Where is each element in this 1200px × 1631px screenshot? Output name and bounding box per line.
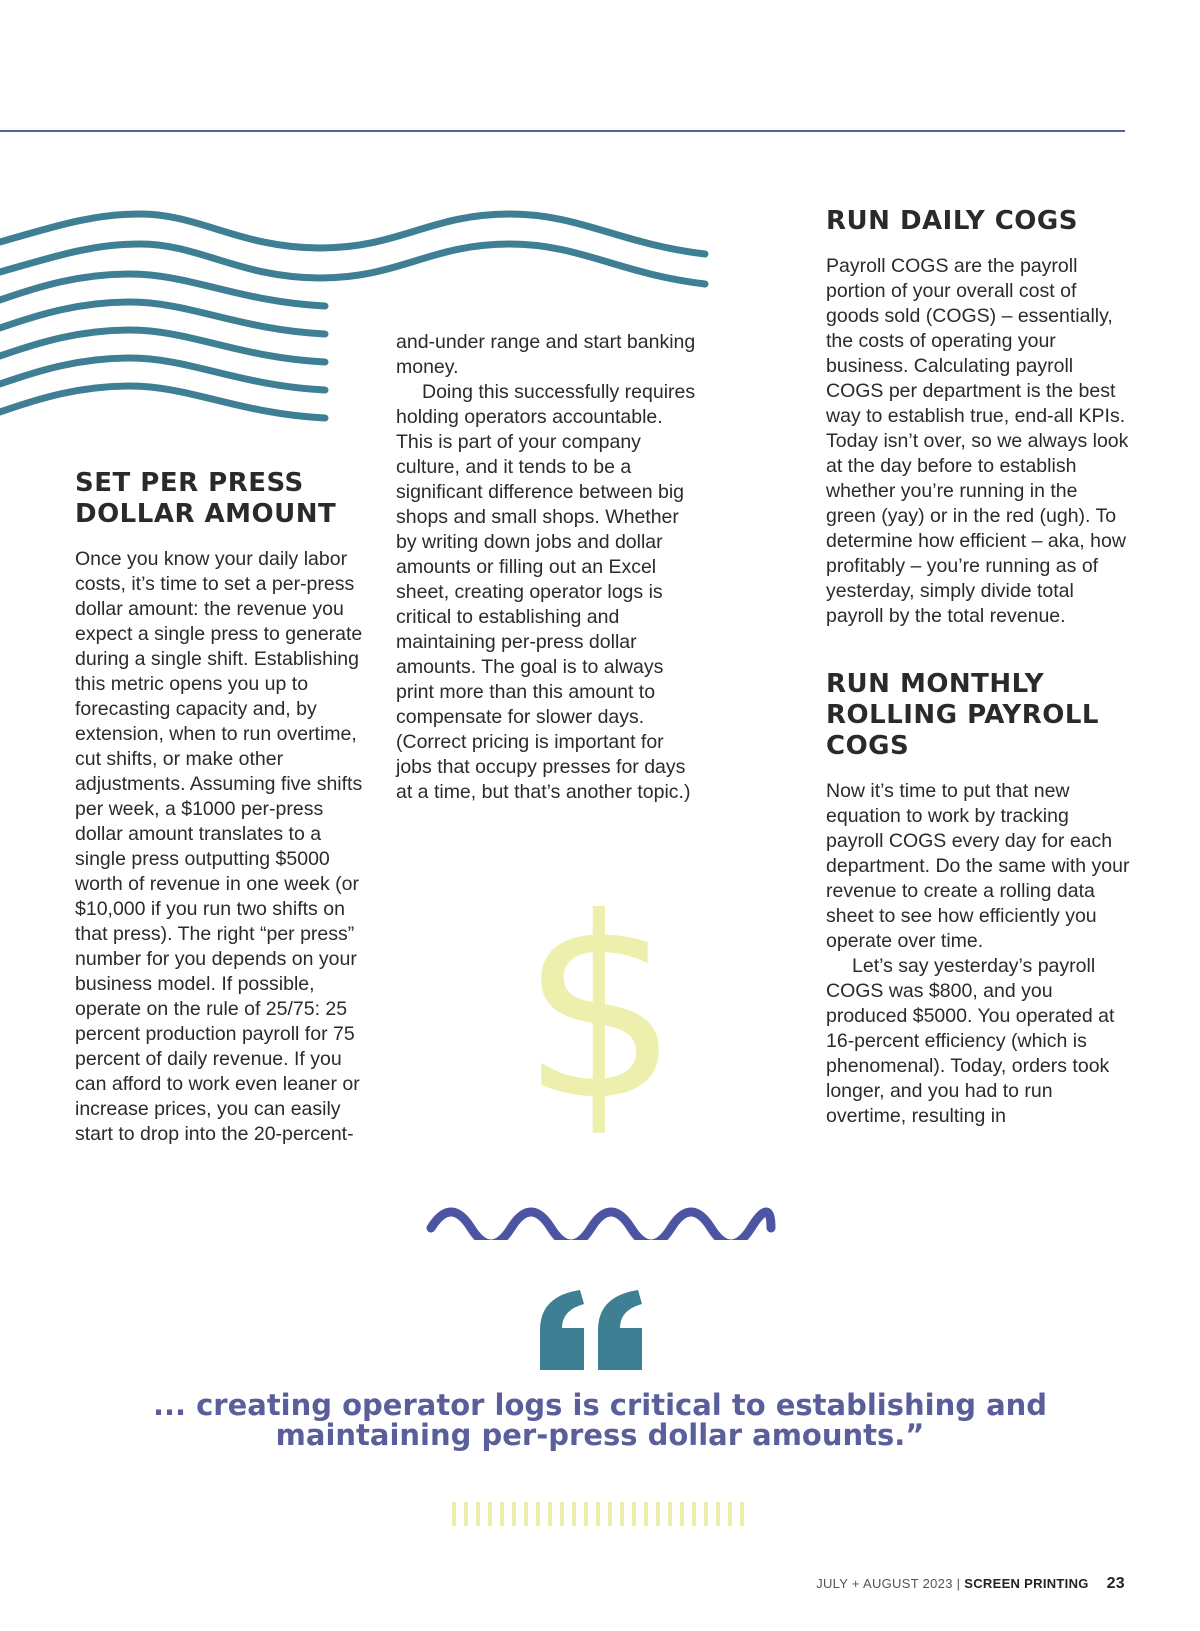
column-3 (826, 206, 1131, 1129)
tick-mark (716, 1502, 720, 1526)
tick-mark (620, 1502, 624, 1526)
paragraph: Doing this successfully requires holding operators accountable. This is part of your company culture, and it tends to be a significant difference between big shops and small shops. Whether by writing down jobs and dollar amounts or filling out an Excel sheet, creating operator logs is critical to establishing and maintaining per-press dollar amounts. The goal is to always print more than this amount to compensate for slower days. (Correct pricing is important for jobs that occupy presses for days at a time, but that’s another topic.) (396, 381, 696, 803)
magazine-name: SCREEN PRINTING (964, 1576, 1089, 1591)
tick-mark (704, 1502, 708, 1526)
quote-mark-icon (540, 1290, 650, 1370)
tick-mark (548, 1502, 552, 1526)
tick-mark (512, 1502, 516, 1526)
section-heading-daily-cogs: RUN DAILY COGS (826, 206, 1078, 236)
paragraph: Payroll COGS are the payroll portion of your overall cost of goods sold (COGS) – essentially, the costs of operating your business. Calculating payroll COGS per department is the best way to establish true, end-all KPIs. Today isn’t over, so we always look at the day before to establish whether you’re running in the green (yay) or in the red (ugh). To determine how efficient – aka, how profitably – you’re running as of yesterday, simply divide total payroll by the total revenue. (826, 255, 1129, 627)
column-2 (396, 330, 696, 805)
section-heading-per-press: SET PER PRESS DOLLAR AMOUNT (75, 468, 337, 529)
tick-mark (692, 1502, 696, 1526)
tick-mark (488, 1502, 492, 1526)
top-rule (0, 130, 1125, 132)
tick-mark (644, 1502, 648, 1526)
tick-mark (656, 1502, 660, 1526)
tick-mark (476, 1502, 480, 1526)
paragraph: Let’s say yesterday’s payroll COGS was $800, and you produced $5000. You operated at 16-percent efficiency (which is phenomenal). Today, orders took longer, and you had to run overtime, resulting in (826, 955, 1115, 1127)
tick-mark (572, 1502, 576, 1526)
tick-mark (608, 1502, 612, 1526)
tick-mark (464, 1502, 468, 1526)
tick-mark (680, 1502, 684, 1526)
section-heading-monthly-cogs: RUN MONTHLY ROLLING PAYROLL COGS (826, 669, 1099, 761)
tick-mark (668, 1502, 672, 1526)
page-number: 23 (1106, 1575, 1125, 1592)
paragraph: Once you know your daily labor costs, it’s time to set a per-press dollar amount: the revenue you expect a single press to generate during a single shift. Establishing this metric opens you up to forecasting capacity and, by extension, when to run overtime, cut shifts, or make other adjustments. Assuming five shifts per week, a $1000 per-press dollar amount translates to a single press outputting $5000 worth of revenue in one week (or $10,000 if you run two shifts on that press). The right “per press” number for you depends on your business model. If possible, operate on the rule of 25/75: 25 percent production payroll for 75 percent of daily revenue. If you can afford to work even leaner or increase prices, you can easily start to drop into the 20-percent- (75, 548, 363, 1145)
tick-mark (560, 1502, 564, 1526)
tick-mark (728, 1502, 732, 1526)
tick-marks-decoration (452, 1502, 752, 1526)
issue-date: JULY + AUGUST 2023 | (816, 1576, 961, 1591)
tick-mark (740, 1502, 744, 1526)
page-footer (816, 1575, 1125, 1593)
tick-mark (524, 1502, 528, 1526)
dollar-sign-illustration: $ (520, 864, 680, 1155)
paragraph: and-under range and start banking money. (396, 331, 696, 378)
paragraph: Now it’s time to put that new equation to work by tracking payroll COGS every day for each department. Do the same with your revenue to create a rolling data sheet to see how efficiently you operate over time. (826, 780, 1130, 952)
squiggle-line-decoration (426, 1200, 776, 1240)
column-1 (75, 468, 375, 1147)
tick-mark (452, 1502, 456, 1526)
pull-quote: ... creating operator logs is critical to establishing and maintaining per-press dollar amounts.” (152, 1388, 1048, 1452)
tick-mark (500, 1502, 504, 1526)
tick-mark (584, 1502, 588, 1526)
tick-mark (536, 1502, 540, 1526)
tick-mark (596, 1502, 600, 1526)
tick-mark (632, 1502, 636, 1526)
